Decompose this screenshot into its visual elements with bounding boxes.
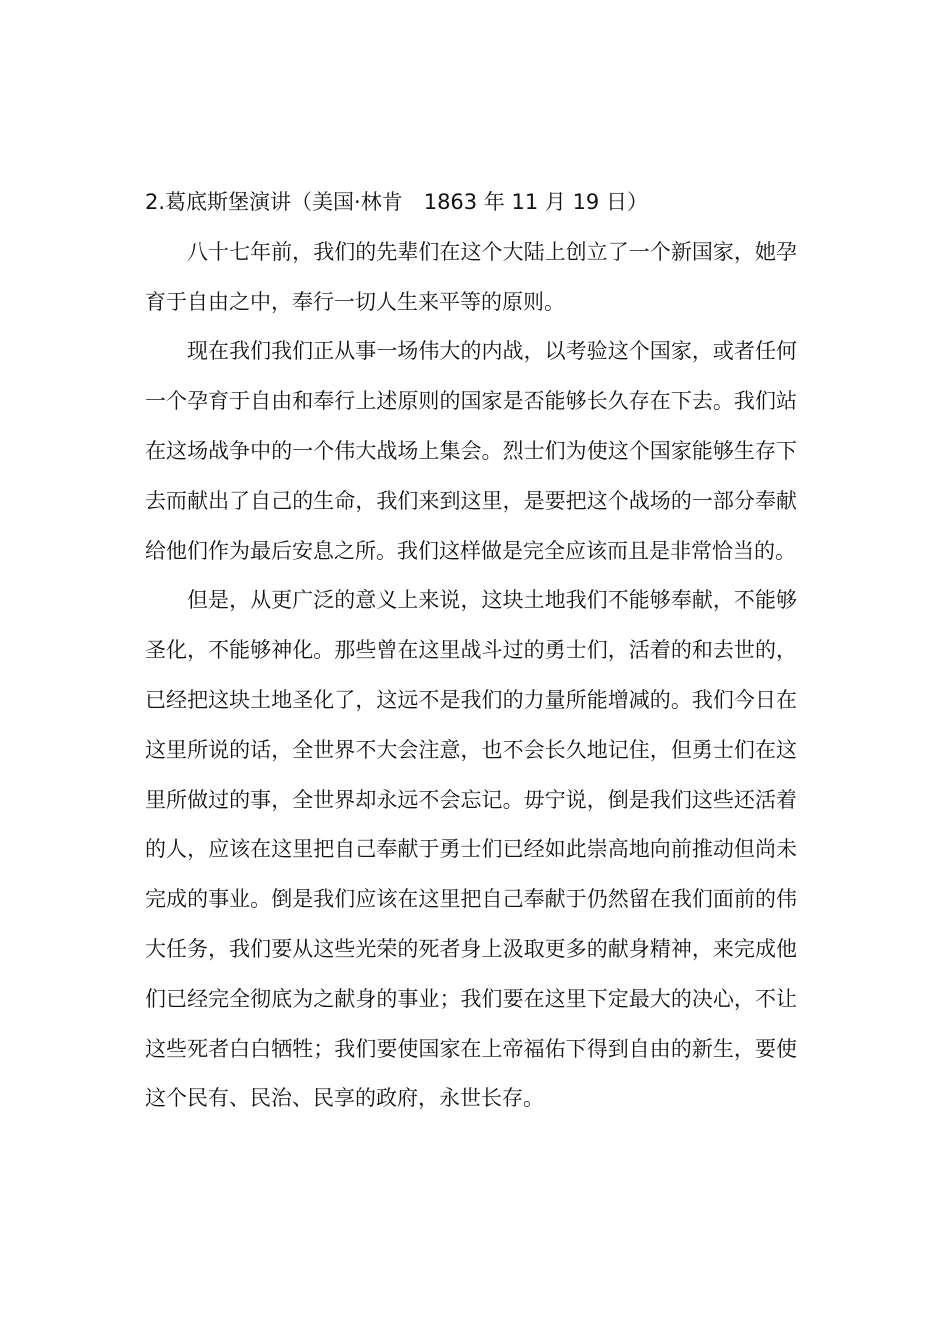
page-title: 2.葛底斯堡演讲（美国·林肯 1863 年 11 月 19 日）: [145, 190, 648, 214]
paragraph-3: 但是，从更广泛的意义上来说，这块土地我们不能够奉献，不能够圣化，不能够神化。那些曾在这里战斗过的勇士们，活着的和去世的，已经把这块土地圣化了，这远不是我们的力量所能增减的。我们今日在这里所说的话，全世界不大会注意，也不会长久地记住，但勇士们在这里所做过的事，全世界却永远不会忘记。毋宁说，倒是我们这些还活着的人，应该在这里把自己奉献于勇士们已经如此崇高地向前推动但尚未完成的事业。倒是我们应该在这里把自己奉献于仍然留在我们面前的伟大任务，我们要从这些光荣的死者身上汲取更多的献身精神，来完成他们已经完全彻底为之献身的事业；我们要在这里下定最大的决心，不让这些死者白白牺牲；我们要使国家在上帝福佑下得到自由的新生，要使这个民有、民治、民享的政府，永世长存。: [145, 588, 797, 1111]
document-body: [145, 178, 797, 1124]
paragraph-1: 八十七年前，我们的先辈们在这个大陆上创立了一个新国家，她孕育于自由之中，奉行一切人生来平等的原则。: [145, 239, 797, 314]
paragraph-2: 现在我们我们正从事一场伟大的内战，以考验这个国家，或者任何一个孕育于自由和奉行上述原则的国家是否能够长久存在下去。我们站在这场战争中的一个伟大战场上集会。烈士们为使这个国家能够生存下去而献出了自己的生命，我们来到这里，是要把这个战场的一部分奉献给他们作为最后安息之所。我们这样做是完全应该而且是非常恰当的。: [145, 339, 797, 563]
